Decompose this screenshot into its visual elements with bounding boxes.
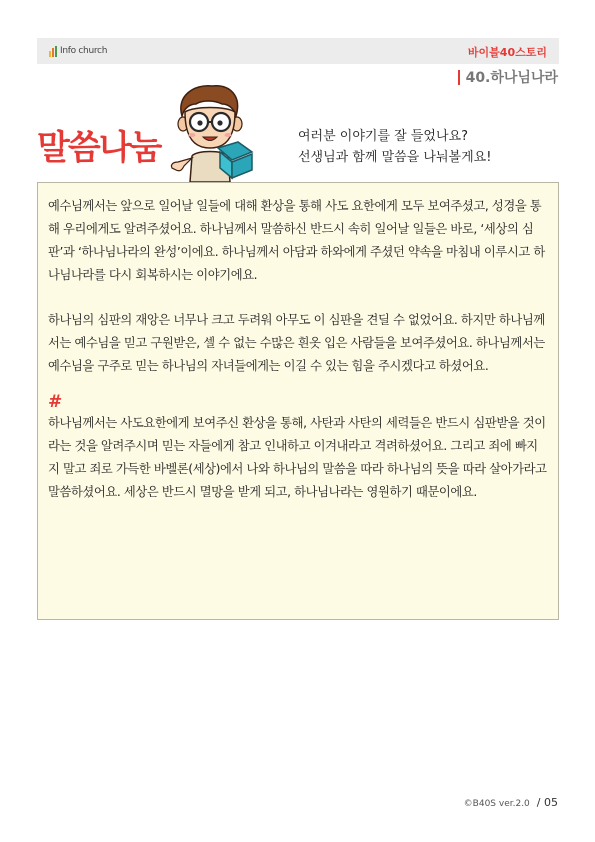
intro-line-1: 여러분 이야기를 잘 들었나요?: [298, 129, 468, 144]
paragraph-1: 예수님께서는 앞으로 일어날 일들에 대해 환상을 통해 사도 요한에게 모두 보여주셨고, 성경을 통해 우리에게도 알려주셨어요. 하나님께서 말씀하신 반드시 속히 일어날 일들은 바로, ‘세상의 심판’과 ‘하나님나라의 완성’이에요. 하나님께서 아담과 하와에게 주셨던 약속을 마침내 이루시고 하나님나라를 다시 회복하시는 이야기에요.: [48, 199, 545, 282]
logo-text: Info church: [60, 46, 108, 56]
intro-line-2: 선생님과 함께 말씀을 나눠볼게요!: [298, 150, 492, 165]
lesson-bar-divider: [458, 70, 460, 85]
intro-text: [298, 126, 491, 168]
logo: [49, 45, 107, 57]
teacher-with-bible-illustration: [168, 82, 254, 182]
hash-mark: #: [48, 392, 63, 412]
paragraph-2: 하나님의 심판의 재앙은 너무나 크고 두려워 아무도 이 심판을 견딜 수 없었어요. 하지만 하나님께서는 예수님을 믿고 구원받은, 셀 수 없는 수많은 흰옷 입은 사람들을 보여주셨어요. 하나님께서는 예수님을 구주로 믿는 하나님의 자녀들에게는 이길 수 있는 힘을 주시겠다고 하셨어요.: [48, 313, 545, 373]
footer: [464, 796, 558, 809]
series-title: 바이블40스토리: [467, 46, 547, 59]
page-number: / 05: [536, 796, 558, 809]
paragraph-3: 하나님께서는 사도요한에게 보여주신 환상을 통해, 사탄과 사탄의 세력들은 반드시 심판받을 것이라는 것을 알려주시며 믿는 자들에게 참고 인내하고 이겨내라고 격려하셨어요. 그리고 죄에 빠지지 말고 죄로 가득한 바벨론(세상)에서 나와 하나님의 말씀을 따라 하나님의 뜻을 따라 살아가라고 말씀하셨어요. 세상은 반드시 멸망을 받게 되고, 하나님나라는 영원하기 때문이에요.: [48, 416, 547, 499]
lesson-title: 40.하나님나라: [465, 70, 558, 86]
copyright-text: ©B40S ver.2.0: [463, 799, 530, 809]
header-bar: [37, 38, 559, 64]
section-title: 말씀나눔: [37, 128, 161, 168]
content-box: [37, 182, 559, 620]
infochurch-logo-icon: [49, 46, 57, 57]
lesson-heading: [458, 67, 558, 87]
